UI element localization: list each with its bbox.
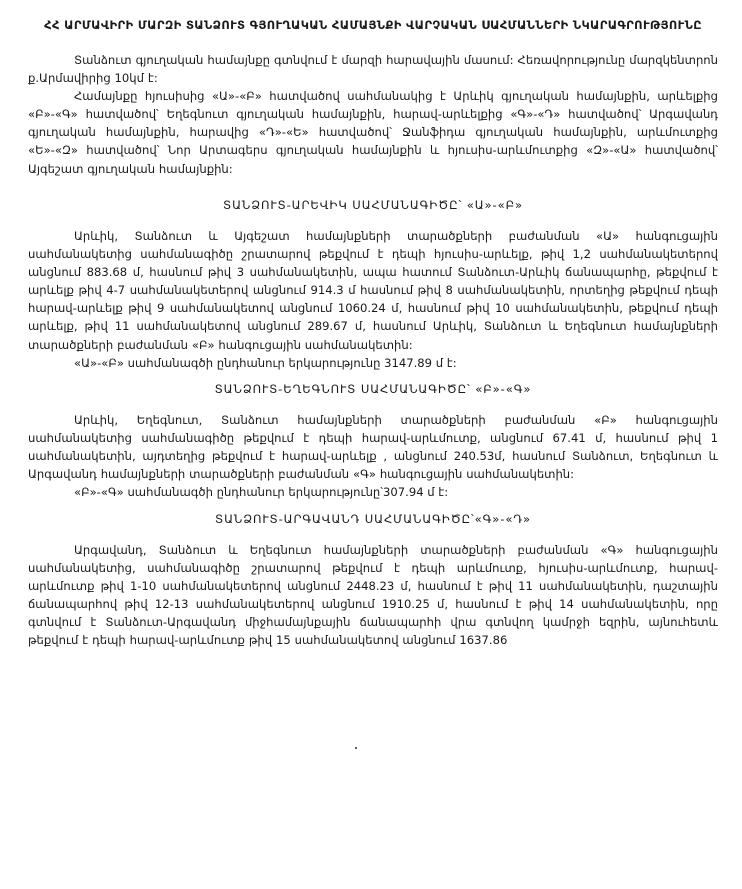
spacer: [28, 212, 718, 227]
page-artifact-dot: [355, 747, 357, 749]
section-body-tandzut-argavand: Արգավանդ, Տանձուտ և Եղեգնուտ համայնքների տարածքների բաժանման «Գ» հանգուցային սահմանակետից, սահմանագիծը շրատարով թեքվում է դեպի արևմուտք, հյուսիս-արևմուտք, հարավ-արևմուտք թիվ 1-10 սահմանակետերով անցնում 2448.23 մ, հասնում է թիվ 11 սահմանակետին, դաշտային ճանապարհով թիվ 12-13 սահմանակետերով անցնում 1910.25 մ, հասնում է թիվ 14 սահմանակետին, որը գտնվում է Տանձուտ-Արգավանդ միջհամայնքային ճանապարհի վրա գտնվող կամրջի եզրին, այնուհետև թեքվում է դեպի հարավ-արևմուտք թիվ 15 սահմանակետով անցնում 1637.86: [28, 542, 718, 648]
spacer: [28, 502, 718, 512]
intro-paragraph: Տանձուտ գյուղական համայնքը գտնվում է մարզի հարավային մասում: Հեռավորությունը մարզկենտրոն ք.Արմավիրից 10կմ է:: [28, 52, 718, 85]
section-body-tandzut-yeghegnut: Արևիկ, Եղեգնուտ, Տանձուտ համայնքների տարածքների բաժանման «Բ» հանգուցային սահմանակետից սահմանագիծը թեքվում է դեպի հարավ-արևմուտք, անցնում 67.41 մ, հասնում թիվ 1 սահմանակետին, այդտեղից թեքվում է հարավ-արևելք , անցնում 240.53մ, հասնում Տանձուտ, Եղեգնուտ և Արգավանդ համայնքների տարածքների բաժանման «Գ» հանգուցային սահմանակետին:: [28, 412, 718, 482]
spacer: [28, 178, 718, 198]
page-title: ՀՀ ԱՐՄԱՎԻՐԻ ՄԱՐԶԻ ՏԱՆՁՈՒՏ ԳՅՈՒՂԱԿԱՆ ՀԱՄԱՅՆՔԻ ՎԱՐՉԱԿԱՆ ՍԱՀՄԱՆՆԵՐԻ ՆԿԱՐԱԳՐՈՒԹՅՈՒՆԸ: [44, 18, 702, 32]
section-measure-tandzut-yeghegnut: «Բ»-«Գ» սահմանագծի ընդհանուր երկարությունը՝307.94 մ է:: [74, 485, 449, 500]
borders-paragraph: Համայնքը հյուսիսից «Ա»-«Բ» հատվածով սահմանակից է Արևիկ գյուղական համայնքին, արևելքից «Բ»-«Գ» հատվածով՝ Եղեգնուտ գյուղական համայնքին, հարավ-արևելքից «Գ»-«Դ» հատվածով՝ Արգավանդ գյուղական համայնքին, հարավից «Դ»-«Ե» հատվածով՝ Ջանֆիդա գյուղական համայնքին, արևմուտքից «Ե»-«Զ» հատվածով՝ Նոր Արտագերս գյուղական համայնքին և հյուսիս-արևմուտքից «Զ»-«Ա» հատվածով՝ Այգեշատ գյուղական համայնքին:: [28, 89, 718, 176]
spacer: [28, 372, 718, 382]
spacer: [28, 396, 718, 411]
section-heading-tandzut-yeghegnut: ՏԱՆՁՈՒՏ-ԵՂԵԳՆՈՒՏ ՍԱՀՄԱՆԱԳԻԾԸ՝ «Բ»-«Գ»: [214, 381, 532, 396]
spacer: [28, 526, 718, 541]
spacer: [28, 36, 718, 51]
section-body-tandzut-arevik: Արևիկ, Տանձուտ և Այգեշատ համայնքների տարածքների բաժանման «Ա» հանգուցային սահմանակետից սահմանագիծը շրատարով թեքվում է դեպի հյուսիս-արևելք, թիվ 1,2 սահմանակետերով անցնում 883.68 մ, հասնում թիվ 3 սահմանակետին, ապա հատում Տանձուտ-Արևիկ ճանապարհը, թեքվում է արևելք թիվ 4-7 սահմանակետերով անցնում 914.3 մ հասնում թիվ 8 սահմանակետին, որտեղից թեքվում դեպի հարավ-արևելք թիվ 9 սահմանակետով անցնում 1060.24 մ, հասնում թիվ 10 սահմանակետին, թեքվում դեպի արևելք, թիվ 11 սահմանակետով անցնում 289.67 մ, հասնում Արևիկ, Տանձուտ և Եղեգնուտ համայնքների տարածքների բաժանման «Բ» հանգուցային սահմանակետին:: [28, 228, 718, 352]
section-heading-tandzut-argavand: ՏԱՆՁՈՒՏ-ԱՐԳԱՎԱՆԴ ՍԱՀՄԱՆԱԳԻԾԸ՝«Գ»-«Դ»: [215, 511, 531, 526]
section-measure-tandzut-arevik: «Ա»-«Բ» սահմանագծի ընդհանուր երկարությունը 3147.89 մ է:: [74, 355, 457, 370]
section-heading-tandzut-arevik: ՏԱՆՁՈՒՏ-ԱՐԵՎԻԿ ՍԱՀՄԱՆԱԳԻԾԸ՝ «Ա»-«Բ»: [223, 197, 523, 212]
